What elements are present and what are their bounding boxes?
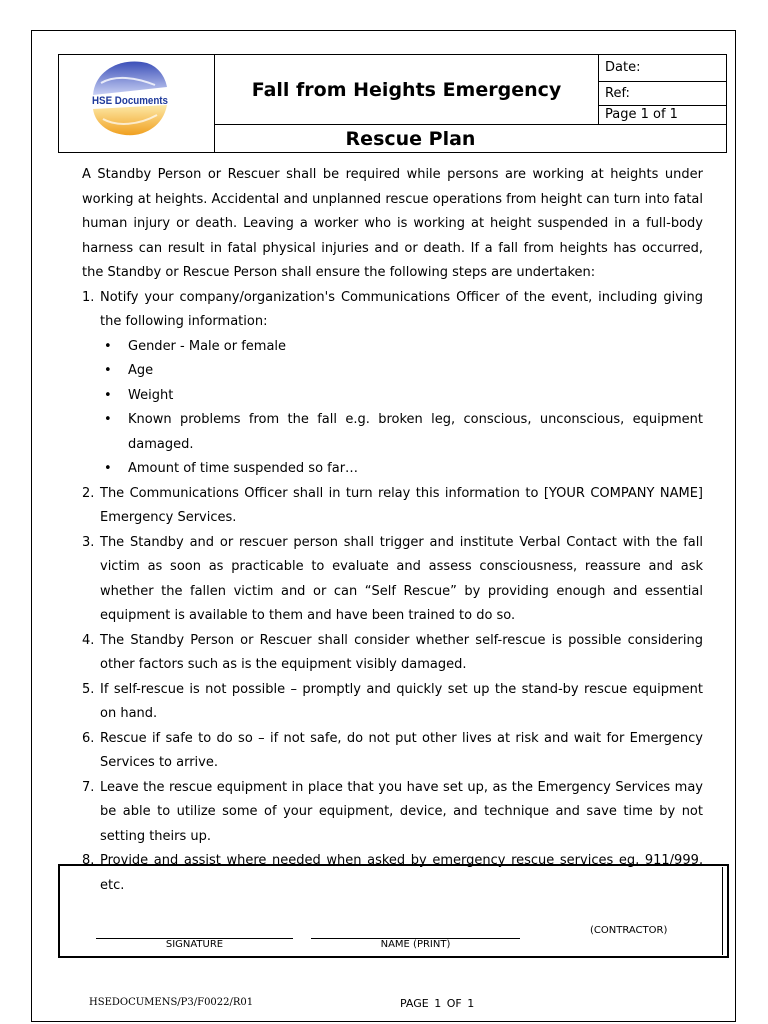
footer-document-code: HSEDOCUMENS/P3/F0022/R01 <box>89 997 254 1008</box>
hse-documents-logo <box>59 55 215 152</box>
step-item <box>82 727 703 776</box>
contractor-label: (CONTRACTOR) <box>590 925 668 936</box>
bullet-icon: • <box>104 412 112 427</box>
name-print-label: NAME (PRINT) <box>380 939 451 950</box>
step-number: 6. <box>82 730 95 746</box>
document-subtitle: Rescue Plan <box>345 127 476 150</box>
bullet-text: Weight <box>128 387 174 403</box>
step-text: The Communications Officer shall in turn relay this information to [YOUR COMPANY NAME] Emergency Services. <box>100 485 703 525</box>
bullet-item <box>100 384 703 409</box>
header-table <box>58 54 727 153</box>
bullet-item <box>100 335 703 360</box>
signature-box-edge <box>722 867 726 955</box>
intro-paragraph: A Standby Person or Rescuer shall be required while persons are working at heights under working at heights. Accidental and unplanned rescue operations from height can turn into fatal human injury or death. Leaving a worker who is working at height suspended in a full-body harness can result in fatal physical injuries and or death. If a fall from heights has occurred, the Standby or Rescue Person shall ensure the following steps are undertaken: <box>82 167 703 280</box>
step-item <box>82 286 703 482</box>
subtitle-cell <box>215 125 726 152</box>
step-item <box>82 776 703 850</box>
bullet-icon: • <box>104 461 112 476</box>
step-text: The Standby Person or Rescuer shall consider whether self-rescue is possible considering other factors such as is the equipment visibly damaged. <box>100 632 703 672</box>
step-number: 8. <box>82 853 95 868</box>
signature-label: SIGNATURE <box>165 939 224 950</box>
step-number: 5. <box>82 681 95 697</box>
ref-field: Ref: <box>599 82 726 106</box>
title-cell <box>215 55 599 125</box>
bullet-icon: • <box>104 338 112 354</box>
logo-wordmark: HSE Documents <box>92 95 168 107</box>
document-title: Fall from Heights Emergency <box>251 78 562 101</box>
bullet-text: Gender - Male or female <box>128 338 287 354</box>
logo-cell <box>59 55 215 152</box>
bullet-item <box>100 359 703 384</box>
step-text: Rescue if safe to do so – if not safe, do not put other lives at risk and wait for Emergency Services to arrive. <box>100 730 703 770</box>
bullet-text: Amount of time suspended so far… <box>128 461 359 476</box>
step-number: 2. <box>82 485 95 501</box>
step-text: The Standby and or rescuer person shall trigger and institute Verbal Contact with the fall victim as soon as practicable to evaluate and assess consciousness, reassure and ask whether the fallen victim and or can “Self Rescue” by providing enough and essential equipment is available to them and have been trained to do so. <box>100 534 703 623</box>
step-item <box>82 629 703 678</box>
step-text: Provide and assist where needed when asked by emergency rescue services eg, 911/999, etc. <box>100 853 703 893</box>
info-bullets <box>100 335 703 482</box>
step-number: 4. <box>82 632 95 648</box>
step-item <box>82 482 703 531</box>
footer-page-number: PAGE 1 OF 1 <box>400 997 475 1010</box>
step-number: 7. <box>82 779 95 795</box>
bullet-item <box>100 408 703 457</box>
bullet-text: Age <box>128 363 154 378</box>
steps-list <box>82 286 703 899</box>
bullet-item <box>100 457 703 482</box>
step-text: If self-rescue is not possible – promptly and quickly set up the stand-by rescue equipment on hand. <box>100 681 703 721</box>
meta-cell <box>599 55 726 125</box>
step-number: 1. <box>82 289 95 305</box>
step-item <box>82 531 703 629</box>
step-number: 3. <box>82 534 95 550</box>
bullet-text: Known problems from the fall e.g. broken leg, conscious, unconscious, equipment damaged. <box>128 412 703 452</box>
signature-box <box>58 864 729 958</box>
document-body <box>82 163 703 898</box>
bullet-icon: • <box>104 363 112 378</box>
step-item <box>82 678 703 727</box>
page-number: Page 1 of 1 <box>605 107 678 122</box>
step-text: Notify your company/organization's Communications Officer of the event, including giving the following information: <box>100 289 703 329</box>
bullet-icon: • <box>104 387 112 403</box>
step-text: Leave the rescue equipment in place that you have set up, as the Emergency Services may be able to utilize some of your equipment, device, and technique and save time by not setting theirs up. <box>100 779 703 844</box>
date-field: Date: <box>599 55 726 82</box>
